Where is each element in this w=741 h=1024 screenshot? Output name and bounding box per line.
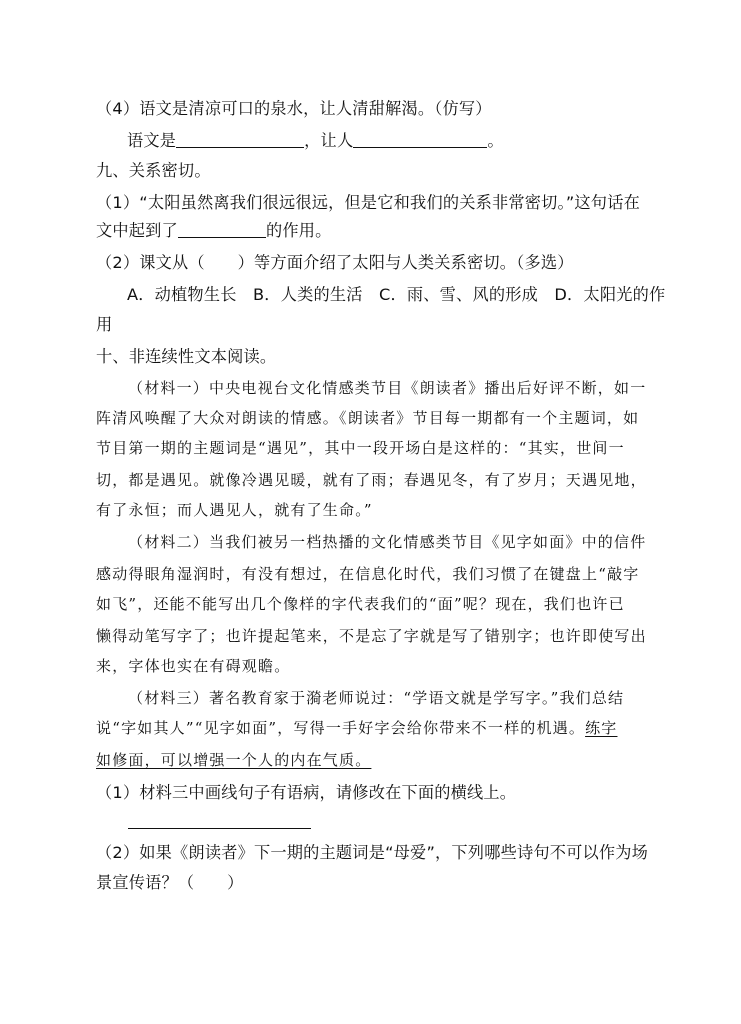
section9-heading: 九、关系密切。 bbox=[96, 161, 211, 180]
material3-line2 bbox=[96, 718, 617, 738]
section9-q1-line2-a: 文中起到了 bbox=[96, 221, 178, 240]
section9-options: A．动植物生长 B．人类的生活 C．雨、雪、风的形成 D．太阳光的作 bbox=[127, 285, 666, 304]
material1-line: 切，都是遇见。就像冷遇见暖，就有了雨；春遇见冬，有了岁月；天遇见地， bbox=[96, 471, 647, 489]
material1-line: 节目第一期的主题词是“遇见”，其中一段开场白是这样的：“其实，世间一 bbox=[96, 439, 625, 457]
material2-line: 懒得动笔写字了；也许提起笔来，不是忘了字就是写了错别字；也许即使写出 bbox=[96, 627, 647, 645]
q4-fill-a: 语文是 bbox=[127, 131, 177, 150]
section10-q2-line2: 景宣传语？（ ） bbox=[96, 873, 244, 892]
section9-q2: （2）课文从（ ）等方面介绍了太阳与人类关系密切。（多选） bbox=[96, 253, 574, 272]
section9-q1-line2 bbox=[96, 220, 332, 242]
material2-line: 感动得眼角湿润时，有没有想过，在信息化时代，我们习惯了在键盘上“敲字 bbox=[96, 565, 640, 583]
material1-line: 阵清风唤醒了大众对朗读的情感。《朗读者》节目每一期都有一个主题词，如 bbox=[96, 409, 640, 427]
material2-line: （材料二）当我们被另一档热播的文化情感类节目《见字如面》中的信件 bbox=[128, 533, 647, 551]
material3-line2-plain: 说“字如其人”“见字如面”，写得一手好字会给你带来不一样的机遇。 bbox=[96, 719, 586, 737]
material3-line3 bbox=[96, 750, 371, 770]
section9-q1-line2-b: 的作用。 bbox=[265, 221, 332, 240]
material2-line: 如飞”，还能不能写出几个像样的字代表我们的“面”呢？现在，我们也许已 bbox=[96, 595, 625, 613]
material3-underlined-end: 如修面，可以增强一个人的内在气质。 bbox=[96, 751, 372, 769]
q4-prompt: （4）语文是清凉可口的泉水，让人清甜解渴。（仿写） bbox=[96, 99, 492, 118]
material1-line: （材料一）中央电视台文化情感类节目《朗读者》播出后好评不断，如一 bbox=[128, 379, 647, 397]
section9-q1-line1: （1）“太阳虽然离我们很远很远，但是它和我们的关系非常密切。”这句话在 bbox=[96, 193, 640, 212]
material3-underlined-start: 练字 bbox=[585, 719, 618, 737]
section10-q1: （1）材料三中画线句子有语病，请修改在下面的横线上。 bbox=[96, 783, 517, 802]
material3-line1: （材料三）著名教育家于漪老师说过：“学语文就是学写字。”我们总结 bbox=[128, 689, 625, 707]
q4-fill-b: ，让人 bbox=[304, 131, 354, 150]
section9-options-wrap: 用 bbox=[96, 315, 113, 334]
section10-q2-line1: （2）如果《朗读者》下一期的主题词是“母爱”，下列哪些诗句不可以作为场 bbox=[96, 843, 649, 862]
answer-line[interactable] bbox=[128, 828, 311, 829]
material1-line: 有了永恒；而人遇见人，就有了生命。” bbox=[96, 501, 373, 519]
q4-blank-a[interactable] bbox=[176, 131, 304, 148]
section10-heading: 十、非连续性文本阅读。 bbox=[96, 347, 277, 366]
material2-line: 来，字体也实在有碍观瞻。 bbox=[96, 657, 291, 675]
section9-q1-blank[interactable] bbox=[178, 221, 266, 238]
q4-fill-end: 。 bbox=[487, 131, 504, 150]
q4-fill-line bbox=[127, 130, 504, 152]
q4-blank-b[interactable] bbox=[353, 131, 487, 148]
